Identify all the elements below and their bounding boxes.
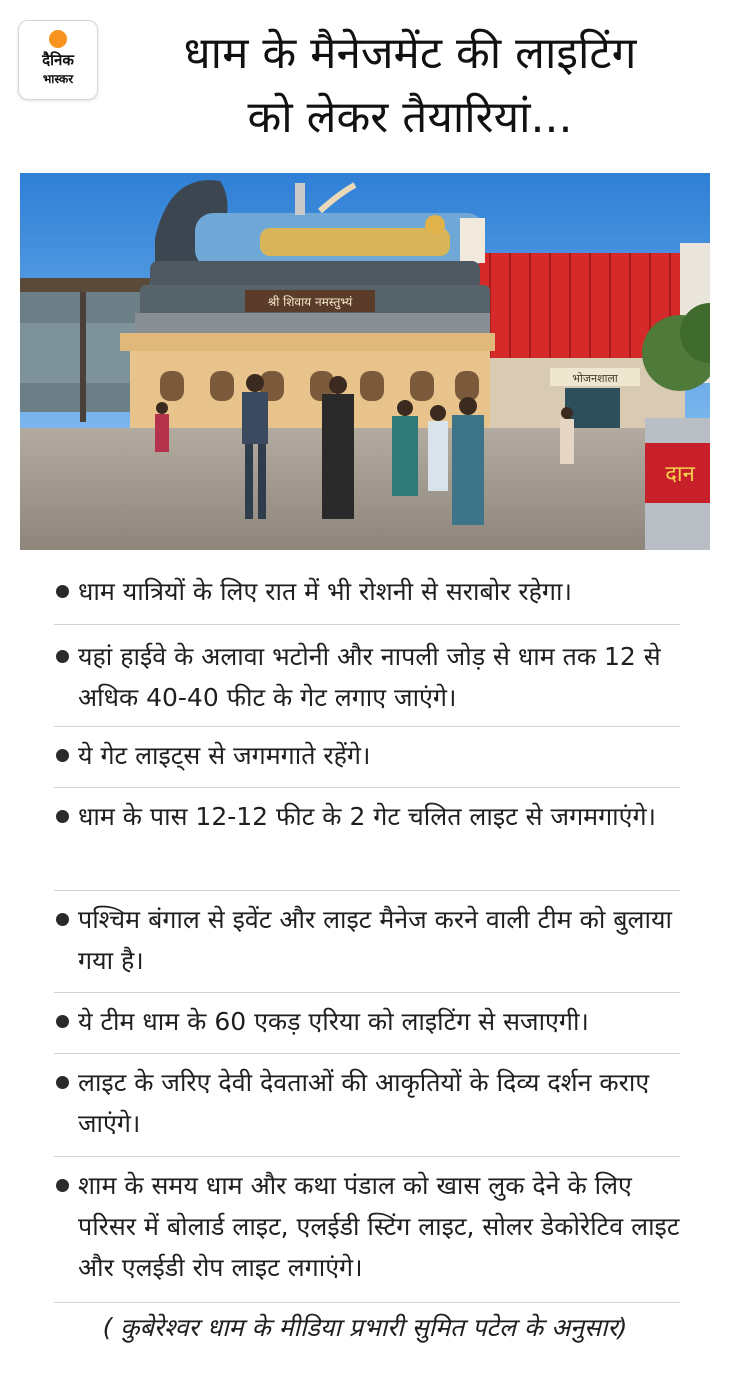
bullet-icon <box>56 1015 69 1028</box>
building-sign: भोजनशाला <box>572 372 618 385</box>
point-text: पश्चिम बंगाल से इवेंट और लाइट मैनेज करने वाली टीम को बुलाया गया है। <box>78 905 672 975</box>
logo-text-line1: दैनिक <box>42 51 74 69</box>
list-item <box>54 727 680 788</box>
drum-text: दान <box>665 462 695 487</box>
list-item <box>54 558 680 625</box>
key-points-list <box>54 558 680 1303</box>
point-text: ये टीम धाम के 60 एकड़ एरिया को लाइटिंग से सजाएगी। <box>78 1007 589 1036</box>
point-text: यहां हाईवे के अलावा भटोनी और नापली जोड़ से धाम तक 12 से अधिक 40-40 फीट के गेट लगाए जाएंगे। <box>78 642 661 712</box>
point-text: धाम के पास 12-12 फीट के 2 गेट चलित लाइट से जगमगाएंगे। <box>78 802 657 831</box>
point-text: शाम के समय धाम और कथा पंडाल को खास लुक देने के लिए परिसर में बोलार्ड लाइट, एलईडी स्टिंग लाइट, सोलर डेकोरेटिव लाइट और एलईडी रोप लाइट लगाएंगे। <box>78 1171 680 1282</box>
point-text: लाइट के जरिए देवी देवताओं की आकृतियों के दिव्य दर्शन कराए जाएंगे। <box>78 1068 650 1138</box>
bullet-icon <box>56 1179 69 1192</box>
list-item <box>54 891 680 993</box>
list-item <box>54 788 680 891</box>
headline-line2: को लेकर तैयारियां... <box>247 92 573 143</box>
list-item <box>54 1054 680 1157</box>
sun-icon <box>49 30 67 48</box>
dainik-bhaskar-logo[interactable] <box>18 20 98 100</box>
bullet-icon <box>56 749 69 762</box>
point-text: धाम यात्रियों के लिए रात में भी रोशनी से सराबोर रहेगा। <box>78 577 572 606</box>
temple-photo <box>20 173 710 550</box>
logo-text-line2: भास्कर <box>42 72 74 86</box>
point-text: ये गेट लाइट्स से जगमगाते रहेंगे। <box>78 741 371 770</box>
list-item <box>54 1157 680 1303</box>
bullet-icon <box>56 650 69 663</box>
source-attribution: ( कुबेरेश्वर धाम के मीडिया प्रभारी सुमित पटेल के अनुसार) <box>102 1313 628 1342</box>
bullet-icon <box>56 1076 69 1089</box>
list-item <box>54 625 680 727</box>
headline-line1: धाम के मैनेजमेंट की लाइटिंग <box>183 28 637 79</box>
bullet-icon <box>56 913 69 926</box>
bullet-icon <box>56 585 69 598</box>
bullet-icon <box>56 810 69 823</box>
list-item <box>54 993 680 1054</box>
temple-sign: श्री शिवाय नमस्तुभ्यं <box>267 295 353 309</box>
header <box>0 0 730 170</box>
headline <box>105 22 715 150</box>
